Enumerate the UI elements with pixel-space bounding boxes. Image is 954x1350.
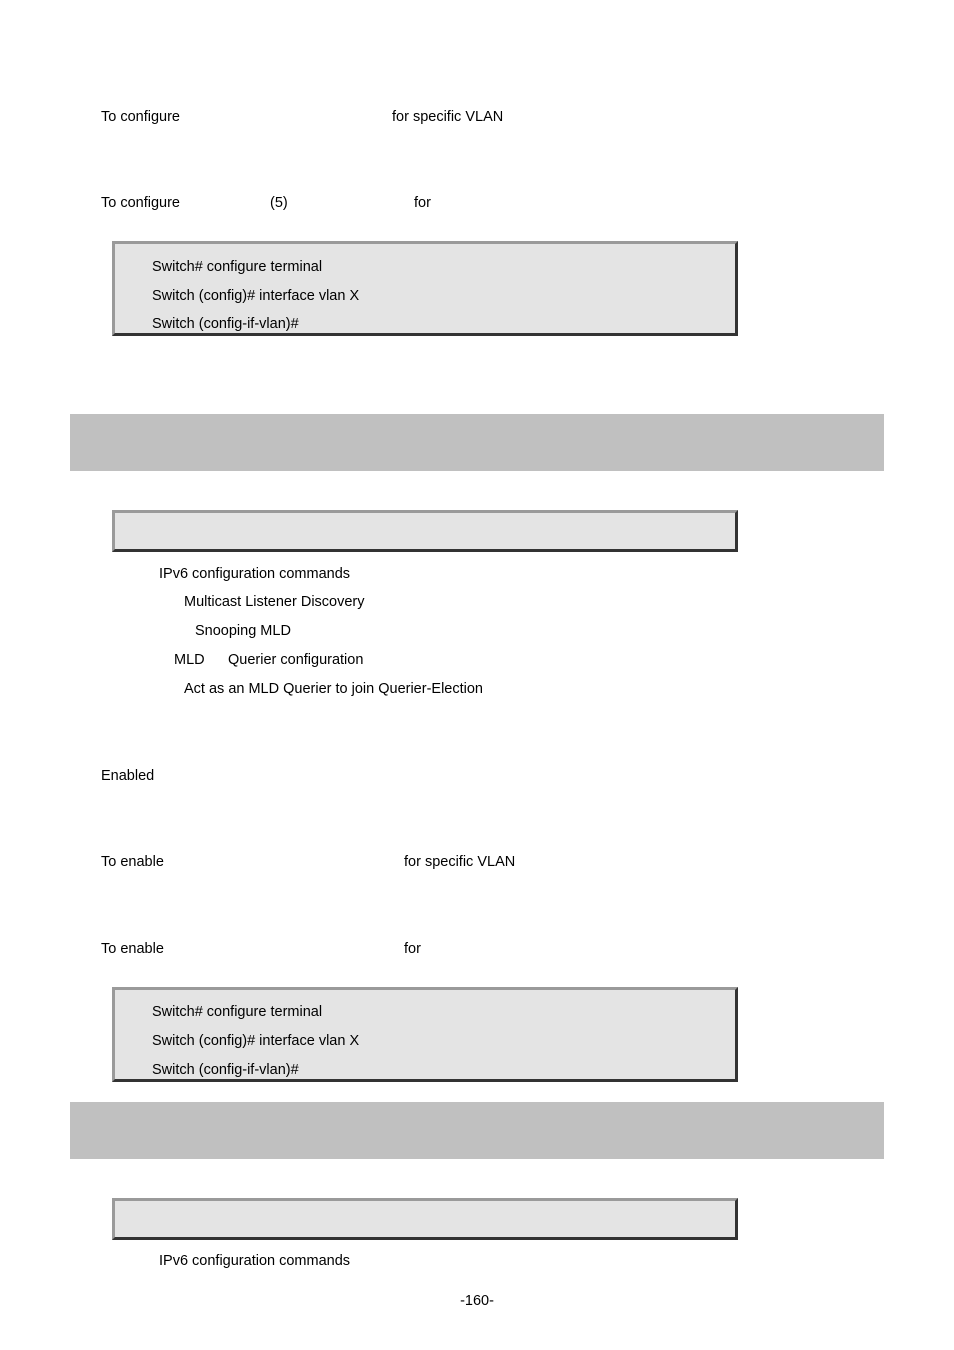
hierarchy-act: Act as an MLD Querier to join Querier-Election bbox=[184, 681, 483, 697]
usage-text-prefix: To configure bbox=[101, 109, 180, 125]
code-line: Switch (config)# interface vlan X bbox=[152, 288, 360, 304]
page-number: -160- bbox=[460, 1293, 494, 1309]
section-heading-band bbox=[70, 414, 884, 471]
usage-text-suffix: for specific VLAN bbox=[392, 109, 504, 125]
code-line: Switch (config)# interface vlan X bbox=[152, 1033, 360, 1049]
hierarchy-ipv6: IPv6 configuration commands bbox=[159, 566, 351, 582]
code-block-1 bbox=[112, 241, 738, 336]
code-line: Switch# configure terminal bbox=[152, 1004, 323, 1020]
usage-text-suffix-2: for specific VLAN bbox=[404, 854, 516, 870]
hierarchy-ipv6-2: IPv6 configuration commands bbox=[159, 1253, 351, 1269]
command-syntax-box bbox=[112, 510, 738, 552]
example-text-prefix-2: To enable bbox=[101, 941, 164, 957]
default-value: Enabled bbox=[101, 768, 155, 784]
usage-text-prefix-2: To enable bbox=[101, 854, 164, 870]
hierarchy-querier-prefix: MLD bbox=[174, 652, 205, 668]
code-line: Switch# configure terminal bbox=[152, 259, 323, 275]
example-text-suffix-2: for bbox=[404, 941, 421, 957]
section-heading-band-2 bbox=[70, 1102, 884, 1159]
example-text-suffix: for bbox=[414, 195, 431, 211]
code-line: Switch (config-if-vlan)# bbox=[152, 1062, 299, 1078]
code-block-2 bbox=[112, 987, 738, 1082]
hierarchy-querier: Querier configuration bbox=[228, 652, 364, 668]
example-text-prefix: To configure bbox=[101, 195, 180, 211]
code-line: Switch (config-if-vlan)# bbox=[152, 316, 299, 332]
example-value: (5) bbox=[270, 195, 288, 211]
hierarchy-snooping: Snooping MLD bbox=[195, 623, 291, 639]
hierarchy-mld: Multicast Listener Discovery bbox=[184, 594, 365, 610]
command-syntax-box-2 bbox=[112, 1198, 738, 1240]
